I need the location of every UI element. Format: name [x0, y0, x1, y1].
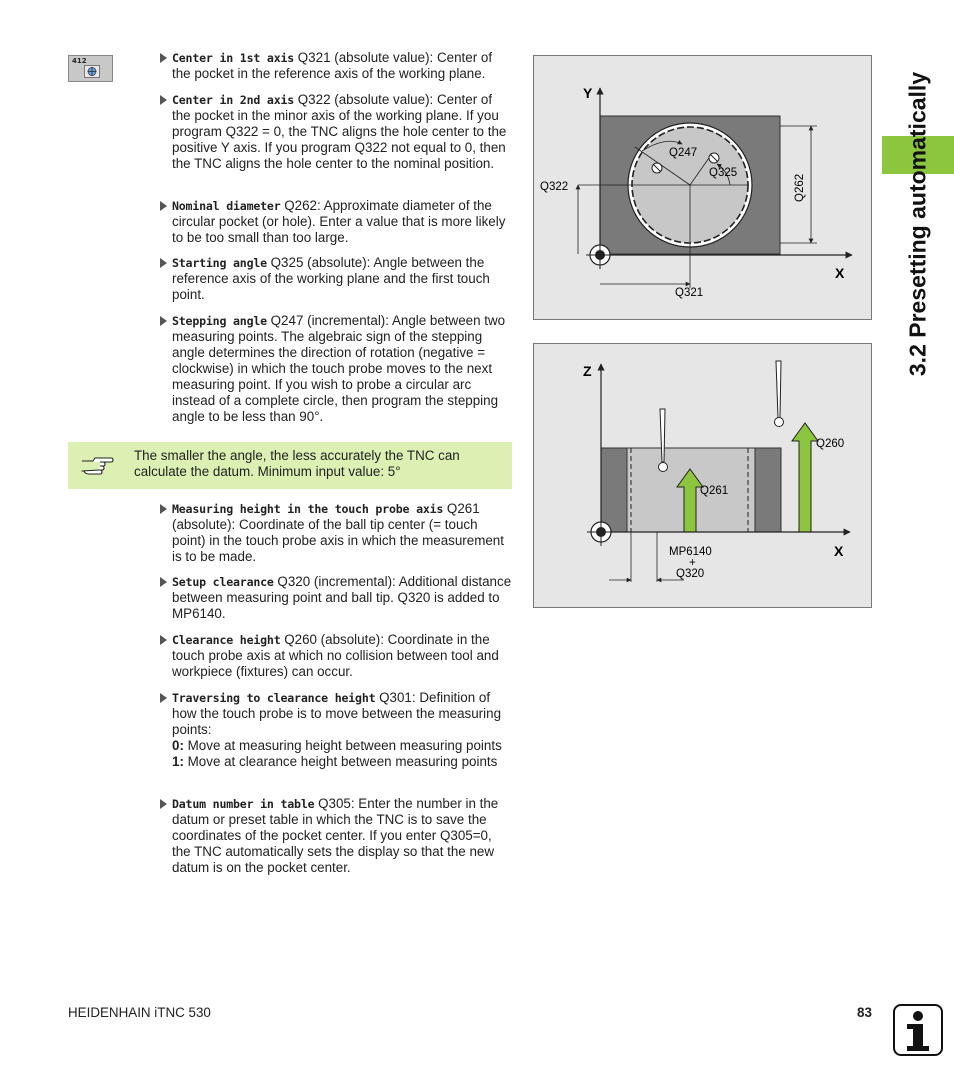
- page-number: 83: [857, 1005, 872, 1020]
- circle-probe-glyph: [84, 65, 100, 78]
- label-q322: Q322: [540, 181, 569, 193]
- bullet-arrow-icon: [160, 504, 167, 514]
- param-clearance-height: [158, 632, 514, 680]
- chapter-title: [888, 44, 948, 404]
- label-mp6140: MP6140: [669, 546, 712, 558]
- param-description: Q262: Approximate diameter of the circular pocket (or hole). Enter a value that is more likely to be too small than too large.: [172, 198, 506, 245]
- param-keyword: Clearance height: [172, 633, 281, 647]
- label-plus: +: [689, 557, 696, 569]
- figure-xy-plane: [533, 55, 872, 320]
- figure-xz-plane: [533, 343, 872, 608]
- bullet-arrow-icon: [160, 201, 167, 211]
- param-keyword: Center in 1st axis: [172, 51, 295, 65]
- option-key: 1:: [172, 754, 184, 769]
- label-q262: Q262: [794, 173, 806, 202]
- param-keyword: Stepping angle: [172, 314, 267, 328]
- param-description: Q261 (absolute): Coordinate of the ball tip center (= touch point) in the touch probe axis in which the measurement is to be made.: [172, 501, 504, 564]
- label-q260: Q260: [816, 438, 845, 450]
- param-center-1st-axis: [158, 50, 514, 82]
- option-0: [172, 738, 514, 754]
- note-text: The smaller the angle, the less accurately the TNC can calculate the datum. Minimum input value: 5°: [134, 448, 460, 479]
- bullet-arrow-icon: [160, 53, 167, 63]
- param-setup-clearance: [158, 574, 514, 622]
- footer-product: HEIDENHAIN iTNC 530: [68, 1005, 211, 1020]
- param-keyword: Nominal diameter: [172, 199, 281, 213]
- pointing-hand-icon: [80, 452, 114, 478]
- option-text: Move at clearance height between measuring points: [183, 754, 498, 769]
- param-description: Q301: Definition of how the touch probe is to move between the measuring points:: [172, 690, 502, 737]
- param-keyword: Traversing to clearance height: [172, 691, 376, 705]
- label-q320: Q320: [676, 568, 705, 580]
- param-keyword: Measuring height in the touch probe axis: [172, 502, 444, 516]
- param-starting-angle: [158, 255, 514, 303]
- bullet-arrow-icon: [160, 95, 167, 105]
- param-stepping-angle: [158, 313, 514, 425]
- bullet-arrow-icon: [160, 693, 167, 703]
- param-datum-number: [158, 796, 514, 876]
- param-center-2nd-axis: [158, 92, 514, 172]
- figure-xy-drawing: [534, 56, 871, 319]
- x-axis-label: X: [835, 265, 845, 281]
- param-description: Q320 (incremental): Additional distance between measuring point and ball tip. Q320 is added to MP6140.: [172, 574, 512, 621]
- figure-xz-drawing: [534, 344, 871, 607]
- param-keyword: Center in 2nd axis: [172, 93, 295, 107]
- param-keyword: Starting angle: [172, 256, 267, 270]
- bullet-arrow-icon: [160, 258, 167, 268]
- probe-high-icon: [775, 361, 784, 427]
- param-description: Q325 (absolute): Angle between the reference axis of the working plane and the first touch point.: [172, 255, 490, 302]
- bullet-arrow-icon: [160, 799, 167, 809]
- info-icon: [893, 1004, 943, 1056]
- param-description: Q260 (absolute): Coordinate in the touch probe axis at which no collision between tool and workpiece (fixtures) can occur.: [172, 632, 499, 679]
- label-q321: Q321: [675, 287, 704, 299]
- cycle-number: 412: [72, 57, 87, 65]
- bullet-arrow-icon: [160, 577, 167, 587]
- bullet-arrow-icon: [160, 316, 167, 326]
- y-axis-label: Y: [583, 85, 593, 101]
- param-description: Q321 (absolute value): Center of the pocket in the reference axis of the working plane.: [172, 50, 493, 81]
- param-description: Q305: Enter the number in the datum or preset table in which the TNC is to save the coordinates of the pocket center. If you enter Q305=0, the TNC automatically sets the display so that the new datum is on the pocket center.: [172, 796, 499, 875]
- q260-arrow: [792, 423, 818, 532]
- option-1: [172, 754, 514, 770]
- param-description: Q322 (absolute value): Center of the pocket in the minor axis of the working plane. If you program Q322 = 0, the TNC aligns the hole center to the positive Y axis. If you program Q322 not equal to 0, then the TNC aligns the hole center to the nominal position.: [172, 92, 507, 171]
- label-q247: Q247: [669, 147, 698, 159]
- label-q325: Q325: [709, 167, 738, 179]
- param-measuring-height: [158, 501, 514, 565]
- param-description: Q247 (incremental): Angle between two measuring points. The algebraic sign of the stepping angle determines the direction of rotation (negative = clockwise) in which the touch probe moves to the next measuring point. If you wish to probe a circular arc instead of a complete circle, then program the stepping angle to be less than 90°.: [172, 313, 506, 424]
- cycle-412-icon: [68, 55, 113, 82]
- x-axis-label: X: [834, 543, 844, 559]
- z-axis-label: Z: [583, 363, 592, 379]
- param-keyword: Setup clearance: [172, 575, 274, 589]
- option-key: 0:: [172, 738, 184, 753]
- param-nominal-diameter: [158, 198, 514, 246]
- label-q261: Q261: [700, 485, 729, 497]
- param-traversing-clearance: [158, 690, 514, 770]
- option-text: Move at measuring height between measuring points: [183, 738, 502, 753]
- bullet-arrow-icon: [160, 635, 167, 645]
- chapter-title-text: 3.2 Presetting automatically: [904, 71, 931, 377]
- param-keyword: Datum number in table: [172, 797, 315, 811]
- note-box: [68, 442, 512, 489]
